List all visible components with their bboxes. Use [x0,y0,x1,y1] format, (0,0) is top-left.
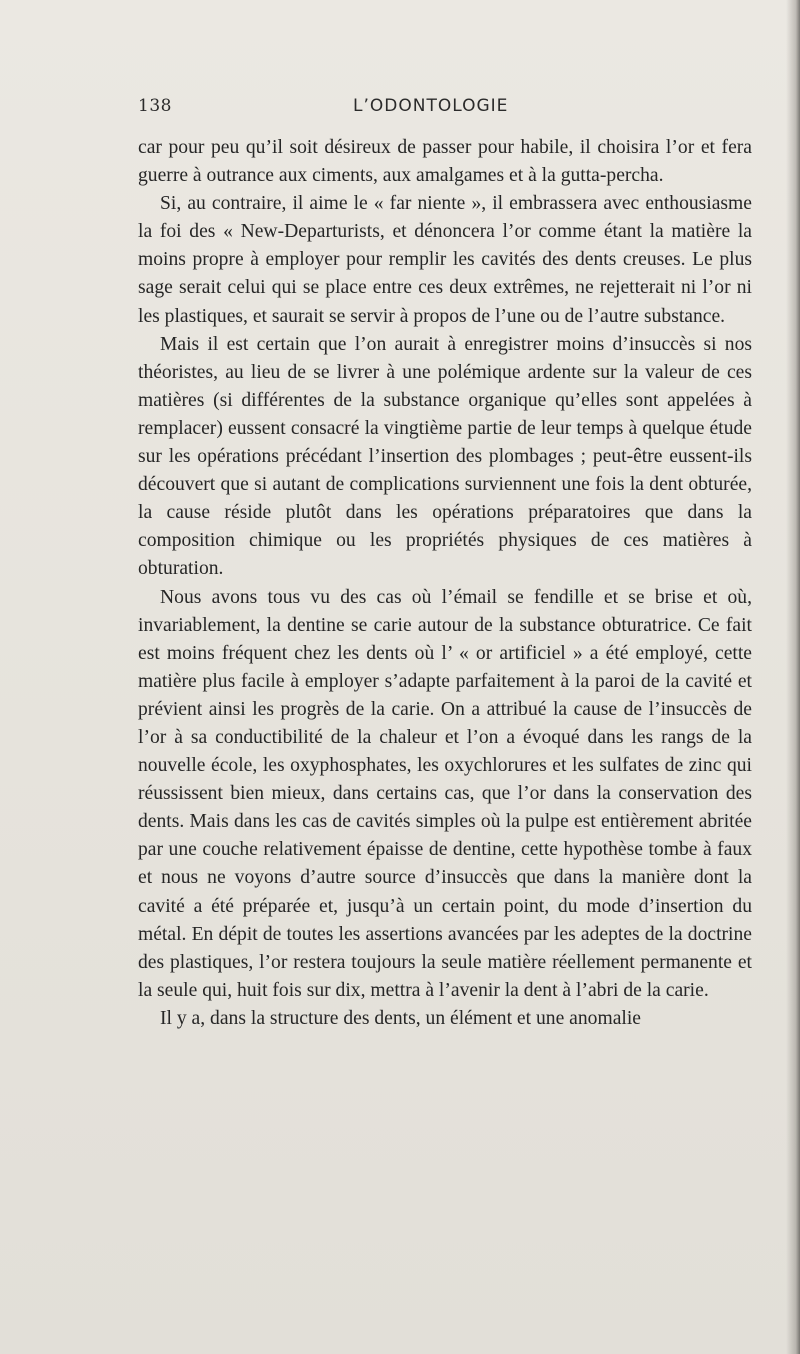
body-text [138,134,752,1033]
paragraph: Nous avons tous vu des cas où l’émail se fendille et se brise et où, invariablement, la dentine se carie autour de la substance obturatrice. Ce fait est moins fréquent chez les dents où l’ « or artificiel » a été employé, cette matière plus facile à employer s’adapte parfaitement à la paroi de la cavité et prévient ainsi les progrès de la carie. On a attribué la cause de l’insuccès de l’or à sa conductibilité de la chaleur et l’on a évoqué dans les rangs de la nouvelle école, les oxyphosphates, les oxychlorures et les sulfates de zinc qui réussissent bien mieux, dans certains cas, que l’or dans la conservation des dents. Mais dans les cas de cavités simples où la pulpe est entièrement abritée par une couche relativement épaisse de dentine, cette hypothèse tombe à faux et nous ne voyons d’autre source d’insuccès que dans la manière dont la cavité a été préparée et, jusqu’à un certain point, du mode d’insertion du métal. En dépit de toutes les assertions avancées par les adeptes de la doctrine des plastiques, l’or restera toujours la seule matière réellement permanente et la seule qui, huit fois sur dix, mettra à l’avenir la dent à l’abri de la carie. [138,586,752,1001]
page-edge-shadow [786,0,800,1354]
running-title: L’ODONTOLOGIE [353,96,509,116]
page-header [138,96,738,122]
paragraph: Mais il est certain que l’on aurait à enregistrer moins d’insuccès si nos théoristes, au lieu de se livrer à une polémique ardente sur la valeur de ces matières (si différentes de la substance organique qu’elles sont appelées à remplacer) eussent consacré la vingtième partie de leur temps à quelque étude sur les opérations précédant l’insertion des plombages ; peut-être eussent-ils découvert que si autant de complications surviennent une fois la dent obturée, la cause réside plutôt dans les opérations préparatoires que dans la composition chimique ou les propriétés physiques de ces matières à obturation. [138,333,752,580]
paragraph: Si, au contraire, il aime le « far niente », il embrassera avec enthousiasme la foi des « New-Departurists, et dénoncera l’or comme étant la matière la moins propre à employer pour remplir les cavités des dents creuses. Le plus sage serait celui qui se place entre ces deux extrêmes, ne rejetterait ni l’or ni les plastiques, et saurait se servir à propos de l’une ou de l’autre substance. [138,193,752,327]
paragraph: car pour peu qu’il soit désireux de passer pour habile, il choisira l’or et fera guerre à outrance aux ciments, aux amalgames et à la gutta-percha. [138,137,752,187]
paragraph: Il y a, dans la structure des dents, un élément et une anomalie [160,1007,641,1029]
page-number: 138 [138,96,172,116]
